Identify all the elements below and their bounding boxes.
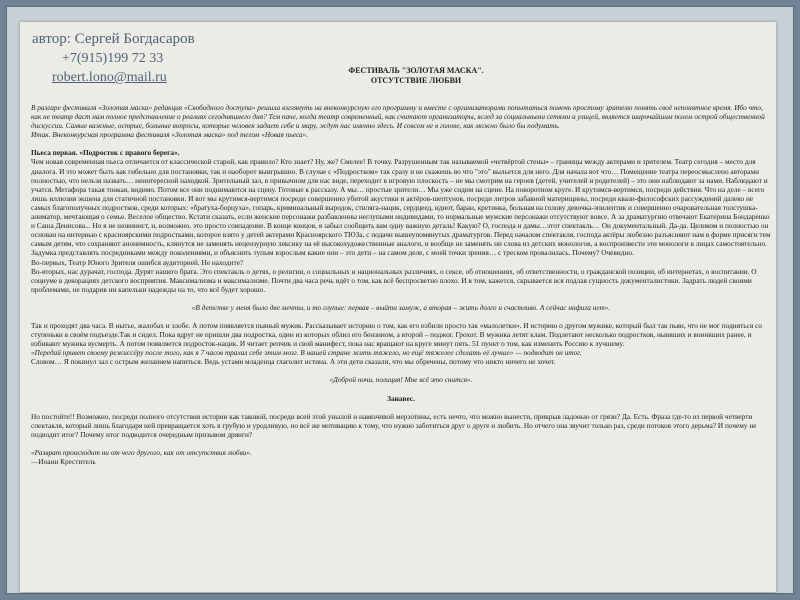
spacer <box>31 139 771 148</box>
body-paragraph-1: Чем новая современная пьеса отличается от классической старой, как правило? Кто знает? Ну, же? Смелее! В точку. Разрушенным так называемой «четвёртой стены» – границы между актерами и зрителем. Театр сегодня – место для диалога. И это может быть как гибельно для постановки, так и наоборот выигрышно. В случае с «Подростком» так сразу и не скажешь во что "это" выльется для него. Для начала вот что… Помещение театра переосмыслено авторами полностью, что нельзя назвать… неинтересной находкой. Зрительный зал, в привычном для нас виде, переходит в игровую плоскость – не мы смотрим на героев (детей, учителей и родителей) – это они наблюдают за нами. Наблюдают и учатся. Метафора такая тонкая, видимо. Потом все они поднимаются на сцену. Готовые к рассказу. А мы… простые зрители… Мы уже сидим на сцене. На поворотном круге. И крутимся-вертимся, посреди действия. Что на деле – всего лишь иллюзия экшена для статичной постановки. И вот мы крутимся-вертимся посреди совершенно убитой акустики и актёров-шептунов, посреди литров забавной материщины, посреди квази-философских рассуждений далеко не самых благополучных подростков, среди которых: «братуха-борцуха», гопарь, криминальный выродок, стиляга-нацик, сердцеед, идиот, баран, кретинка, больная на голову девочка-эпилептик и совершенно очаровательная толстушка-аниматор, мечтающая о семье. Веселое общество. Кстати сказать, если женские персонажи разбавленны неглупыми индивидами, то нормальные мужские персонажи отсутствуют вовсе. А за драматургию отвечают Екатерина Бондаренко и Саша Денисова... Но я не шовинист, и, возможно, это просто совпадение. В конце концов, я забыл сообщить вам одну важную деталь! Какую? О, господа и дамы…этот спектакль… Он документальный. Да-да. Целиком и полностью он основан на интервью с красноярскими подростками, которое взято у детей актерами Красноярского ТЮЗа, с подачи вышеупомянутых драматургов. Перед началом спектакля, господа актёры любезно разъясняют нам в форме присяги тем самым детям, что сохраняют анонимность, клянутся не заменять нецензурную лексику на её высокохудожественные аналоги, и вообще не заменять ни слова из детских монологов, а воспроизвести эти монологи в лицах самостоятельно. Задумка представлять посредниками между поколениями, и объяснить тупым взрослым какие они – это дети – на самом деле, с моей точки зрения… с треском провалилась. Почему? Очевидно. <box>31 157 771 258</box>
intro-paragraph-2: Итак. Внеконкурсная программа фестиваля «Золотая маска» под тегом «Новая пьеса». <box>31 130 309 140</box>
epigraph: «Разврат происходит ни от чего другого, как от отсутствия любви». <box>31 447 252 457</box>
play-title: Пьеса первая. «Подросток с правого берега». <box>31 148 180 158</box>
spacer <box>31 312 771 321</box>
quote-2: «Передай привет своему режиссёру после того, как я 7 часов трахал себе этим мозг. В нашей стране жить тяжело, но ещё тяжелее сделать её лучше» — подводит он итог. <box>31 348 582 358</box>
spacer <box>31 403 771 412</box>
author-name: автор: Сергей Богдасаров <box>32 31 195 47</box>
body-paragraph-3: Во-вторых, нас дурачат, господа. Дурят нашего брата. Это спектакль о детях, о религии, о социальных и национальных различиях, о сексе, об отношениях, об ответственности, о гражданской позиции, об интернетах, о воспитании. О социуме в декорациях детского восприятия. Максимализма и максимализме. Почти два часа речь идёт о том, как всё беспросветно плохо. И в том, кажется, скрывается вся подлая сущность документалистики. Задрать людей своими проблемами, не подарив ни капельки надежды на то, что всё будет хорошо. <box>31 266 757 294</box>
author-phone: +7(915)199 72 33 <box>62 51 164 66</box>
spacer <box>31 439 771 448</box>
epigraph-signature: —Иоанн Креститель <box>31 457 96 466</box>
spacer <box>31 294 771 303</box>
spacer <box>31 385 771 394</box>
body-paragraph-6: Но постойте!! Возможно, посреди полного отсутствия истории как таковой, посреди всей этой унылой и навязчивой мерзотины, есть нечто, что можно вынести, прикрыв ладонью от грязи? Да. Есть. Фраза где-то из первой четверти спектакля, который лишь благодаря ней превращается хоть в грубую и уродливую, но всё же мотивацию к тому, что нужно заботиться друг о друге и любить. Но отчего она звучит только раз, среди потоков этого дерьма? И почему не подводит итог? Почему итог подводится очередным призывом дрянги? <box>31 411 757 439</box>
article-body <box>31 66 771 466</box>
intro-paragraph: В разгаре фестиваля «Золотая маска» редакция «Свободного доступа» решила взглянуть на внеконкурсную его программу и вместе с организаторами попытаться помочь простому зрителю понять своё непонятное время. Ибо что, как не театр даст нам полное представление о реалиях сегодняшнего дня? Тем паче, когда театр современный, как считают организаторы, вслед за социальными сетями и улицей, является широчайшим полем острой общественной дискуссии. Самые важные, острые, больные вопросы, которые человек задает себе и миру, ждут нас именно здесь. И совсем не в голове, как можно было бы подумать. <box>31 103 765 131</box>
curtain-heading: Занавес. <box>387 393 415 403</box>
spacer <box>31 366 771 375</box>
article-heading <box>31 66 771 86</box>
body-paragraph-4: Так и проходят два часа. В нытье, жалобах и злобе. А потом появляется пьяный мужик. Рассказывает историю о том, как его избили просто так «малолетки». И историю о другом мужике, который был так пьян, что не мог подняться со ступеньки в своём подъезде.Так и сидел. Пока вдруг не пришли два подростка, один из которых облил его бензином, а второй – поджог. Грохот. В мужика летят клам. Подлетают несколько подростков, ныввших и воинвших ранее, и избивают мужика вусмерть. А потом появляется подросток-нацик. И читает репчик и свой манифест, пока нас вращают на круге минут пять. 51 пункт о том, как изменить Россию к лучшему. <box>31 320 762 349</box>
heading-line-2: ОТСУТСТВИЕ ЛЮБВИ <box>370 76 462 85</box>
quote-1: «В детстве у меня было две мечты, и то глупые: первая – выйти замуж, а вторая – жить долго и счастливо. А сейчас нифига нет». <box>191 302 611 312</box>
heading-line-1: ФЕСТИВАЛЬ "ЗОЛОТАЯ МАСКА". <box>348 66 484 75</box>
quote-3: «Доброй ночи, полиция! Мне всё это снится». <box>329 375 473 385</box>
author-email-link[interactable]: robert.lono@mail.ru <box>52 70 167 85</box>
body-paragraph-5: Словом… Я покинул зал с острым желанием напиться. Ведь устами младенца глаголит истина. А эти дети сказали, что мы обречены, потому что никто ничего не хочет. <box>31 357 556 367</box>
body-paragraph-2: Во-первых, Театр Юного Зрителя ошибся аудиторией. Не находите? <box>31 257 244 267</box>
